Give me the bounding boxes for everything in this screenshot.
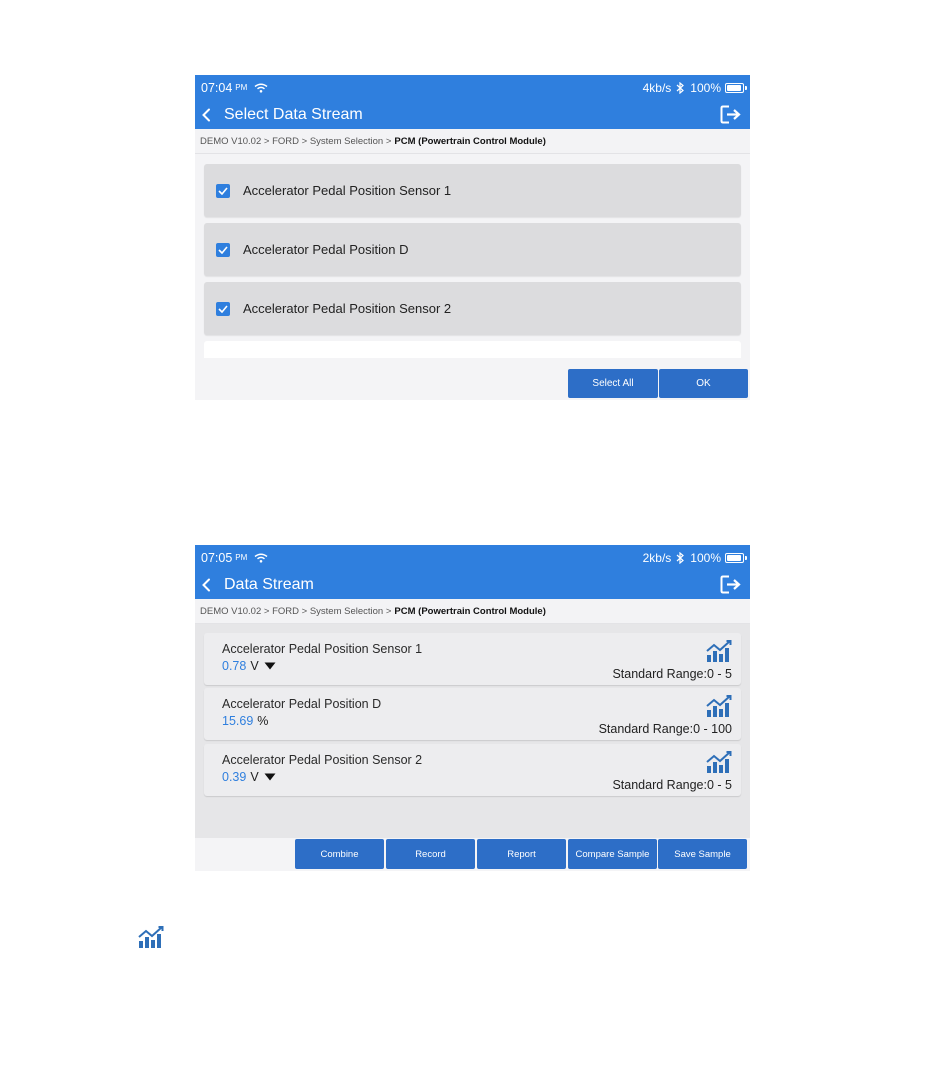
battery-percent: 100% xyxy=(690,80,721,95)
checklist-item[interactable] xyxy=(204,164,741,217)
bluetooth-icon xyxy=(676,552,685,564)
data-stream-value: 15.69 xyxy=(222,714,254,728)
network-speed: 2kb/s xyxy=(642,550,672,565)
data-stream-name: Accelerator Pedal Position Sensor 1 xyxy=(222,642,423,656)
data-stream-value-row xyxy=(222,770,276,784)
report-button[interactable]: Report xyxy=(477,839,566,869)
wifi-icon xyxy=(254,83,268,93)
checklist-item-label: Accelerator Pedal Position Sensor 2 xyxy=(243,301,452,316)
checkbox-checked-icon[interactable] xyxy=(216,302,230,316)
caret-down-icon[interactable] xyxy=(264,662,276,670)
data-stream-item[interactable] xyxy=(204,744,741,796)
data-stream-value: 0.78 xyxy=(222,659,247,673)
checklist-item[interactable] xyxy=(204,282,741,335)
bluetooth-icon xyxy=(676,82,685,94)
data-stream-item[interactable] xyxy=(204,633,741,685)
select-data-stream-screen xyxy=(195,75,750,400)
data-stream-unit: V xyxy=(250,659,259,673)
status-bar xyxy=(195,75,750,100)
combine-button[interactable]: Combine xyxy=(295,839,384,869)
exit-icon[interactable] xyxy=(720,575,742,594)
status-time: 07:05 xyxy=(201,550,233,565)
back-icon[interactable] xyxy=(201,578,219,592)
bar-line-graph-icon[interactable] xyxy=(706,695,732,717)
bar-line-graph-icon[interactable] xyxy=(706,640,732,662)
data-stream-item[interactable] xyxy=(204,688,741,740)
status-ampm: PM xyxy=(235,83,248,92)
breadcrumb-current: PCM (Powertrain Control Module) xyxy=(394,135,546,147)
data-stream-list[interactable] xyxy=(195,624,750,838)
battery-icon xyxy=(725,83,744,93)
data-stream-unit: % xyxy=(257,714,269,728)
checklist-item-partial[interactable] xyxy=(204,341,741,358)
standard-range: Standard Range:0 - 5 xyxy=(612,778,732,792)
data-stream-value-row xyxy=(222,714,268,728)
button-bar xyxy=(195,367,750,400)
checklist-item-label: Accelerator Pedal Position Sensor 1 xyxy=(243,183,452,198)
checklist-item[interactable] xyxy=(204,223,741,276)
status-time: 07:04 xyxy=(201,80,233,95)
status-ampm: PM xyxy=(235,553,248,562)
title-bar xyxy=(195,100,750,129)
data-stream-value-row xyxy=(222,659,276,673)
save-sample-button[interactable]: Save Sample xyxy=(658,839,747,869)
compare-sample-button[interactable]: Compare Sample xyxy=(568,839,657,869)
title-bar xyxy=(195,570,750,599)
wifi-icon xyxy=(254,553,268,563)
data-stream-screen xyxy=(195,545,750,871)
back-icon[interactable] xyxy=(201,108,219,122)
exit-icon[interactable] xyxy=(720,105,742,124)
battery-icon xyxy=(725,553,744,563)
breadcrumb-path[interactable]: DEMO V10.02 > FORD > System Selection > xyxy=(200,135,392,147)
network-speed: 4kb/s xyxy=(642,80,672,95)
select-all-button[interactable]: Select All xyxy=(568,369,658,398)
data-stream-checklist[interactable] xyxy=(195,154,750,367)
battery-percent: 100% xyxy=(690,550,721,565)
breadcrumb-path[interactable]: DEMO V10.02 > FORD > System Selection > xyxy=(200,605,392,617)
standard-range: Standard Range:0 - 5 xyxy=(612,667,732,681)
data-stream-name: Accelerator Pedal Position D xyxy=(222,697,382,711)
checkbox-checked-icon[interactable] xyxy=(216,243,230,257)
status-bar xyxy=(195,545,750,570)
caret-down-icon[interactable] xyxy=(264,773,276,781)
bar-line-graph-icon xyxy=(138,926,164,948)
data-stream-name: Accelerator Pedal Position Sensor 2 xyxy=(222,753,423,767)
bar-line-graph-icon[interactable] xyxy=(706,751,732,773)
record-button[interactable]: Record xyxy=(386,839,475,869)
button-bar xyxy=(195,838,750,871)
standard-range: Standard Range:0 - 100 xyxy=(598,722,732,736)
checklist-item-label: Accelerator Pedal Position D xyxy=(243,242,409,257)
page-title: Data Stream xyxy=(224,575,314,593)
breadcrumb-current: PCM (Powertrain Control Module) xyxy=(394,605,546,617)
breadcrumb xyxy=(195,129,750,154)
page-title: Select Data Stream xyxy=(224,105,363,123)
data-stream-value: 0.39 xyxy=(222,770,247,784)
checkbox-checked-icon[interactable] xyxy=(216,184,230,198)
breadcrumb xyxy=(195,599,750,624)
ok-button[interactable]: OK xyxy=(659,369,748,398)
data-stream-unit: V xyxy=(250,770,259,784)
